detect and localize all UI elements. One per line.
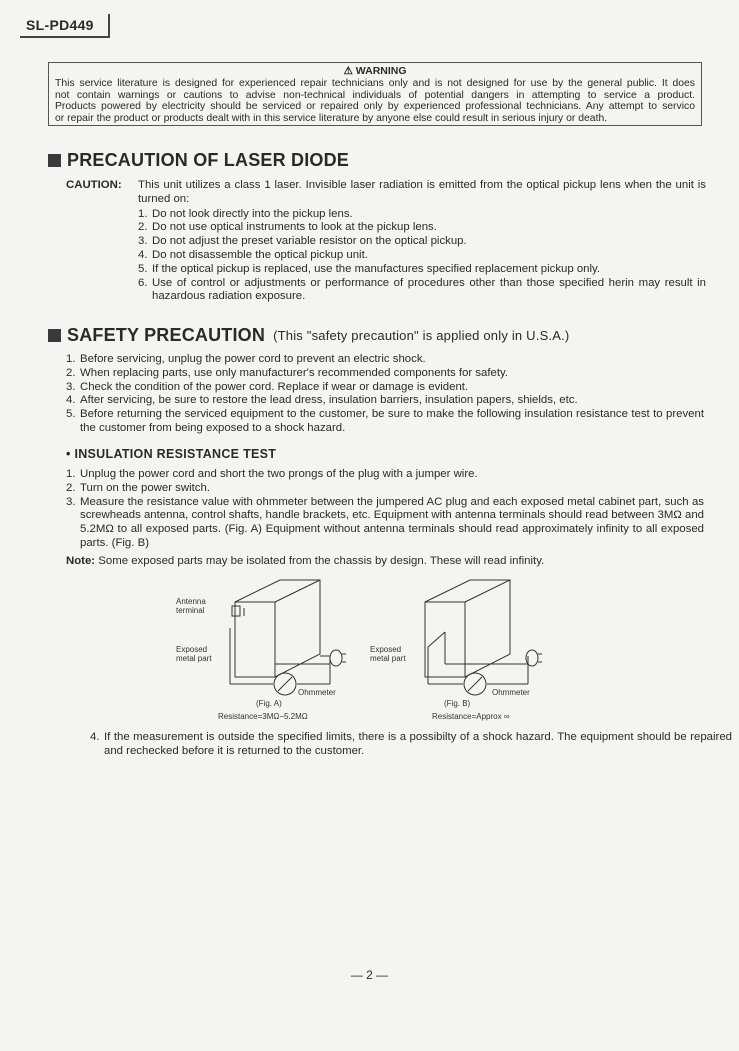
note-text: Some exposed parts may be isolated from the chassis by design. These will read infinity. [98, 555, 545, 567]
note-label: Note: [66, 555, 96, 567]
item-number: 3. [66, 380, 76, 393]
list-item [138, 263, 706, 277]
heading-block-icon [48, 329, 61, 342]
item-text: Unplug the power cord and short the two prongs of the plug with a jumper wire. [80, 468, 478, 480]
item-text: Check the condition of the power cord. Replace if wear or damage is evident. [80, 380, 469, 393]
model-number: SL-PD449 [20, 14, 110, 38]
item-number: 2. [66, 366, 76, 379]
list-item [66, 381, 704, 395]
warning-line: This service literature is designed for experienced repair technicians only and is not designed for use by the general public. It does [55, 78, 695, 90]
insulation-heading: • INSULATION RESISTANCE TEST [66, 447, 277, 461]
item-number: 2. [138, 221, 148, 234]
item-number: 3. [138, 235, 148, 248]
item-number: 4. [138, 248, 148, 261]
list-item [138, 277, 706, 305]
list-item [138, 249, 706, 263]
item-number: 5. [138, 262, 148, 275]
item-text: Turn on the power switch. [80, 481, 210, 494]
item-text: Measure the resistance value with ohmmeter between the jumpered AC plug and each exposed metal cabinet part, such as screwheads antenna, control shafts, handle brackets, etc. Equipment with antenna terminals should read between 3MΩ and 5.2MΩ to all exposed parts. (Fig. A) Equipment without antenna terminals should read approximately infinity to all exposed parts. (Fig. B) [80, 495, 704, 549]
caution-paragraph [66, 179, 706, 304]
item-text: Do not look directly into the pickup lens. [152, 207, 353, 220]
exposed-part-label-a: Exposed metal part [176, 645, 212, 663]
item-text: Before returning the serviced equipment to the customer, be sure to make the following insulation resistance test to prevent the customer from being exposed to a shock hazard. [80, 408, 704, 434]
item-text: After servicing, be sure to restore the lead dress, insulation barriers, insulation papers, shields, etc. [80, 394, 578, 407]
warning-line: Products powered by electricity should be serviced or repaired only by experienced professional technicians. Any attempt to servico [55, 101, 695, 113]
heading-block-icon [48, 154, 61, 167]
warning-title: ⚠ WARNING [343, 65, 407, 77]
safety-list [66, 353, 704, 436]
item-text: If the measurement is outside the specified limits, there is a possibilty of a shock hazard. The equipment should be repaired and rechecked before it is returned to the customer. [104, 731, 732, 757]
warning-box [48, 62, 702, 126]
warning-line: not contain warnings or cautions to advise non-technical individuals of potential dangers in attempting to service a product. [55, 89, 695, 101]
page-number: — 2 — [350, 968, 389, 982]
item-text: Do not disassemble the optical pickup unit. [152, 248, 368, 261]
ohmmeter-label-b: Ohmmeter [492, 688, 530, 697]
item-text: Use of control or adjustments or performance of procedures other than those specified herin may result in hazardous radiation exposure. [152, 276, 706, 303]
list-item [66, 468, 704, 482]
fig-b-resistance: Resistance=Approx ∞ [432, 712, 510, 721]
list-item [138, 208, 706, 222]
fig-a-cabinet [232, 580, 320, 677]
antenna-terminal-label: Antenna terminal [176, 597, 206, 615]
item-text: When replacing parts, use only manufacturer's recommended components for safety. [80, 366, 509, 379]
fig-b-cabinet [425, 580, 510, 677]
item-number: 4. [90, 731, 100, 743]
laser-list [138, 208, 706, 305]
list-item [138, 235, 706, 249]
item-text: Do not adjust the preset variable resistor on the optical pickup. [152, 235, 467, 248]
laser-heading-text: PRECAUTION OF LASER DIODE [67, 150, 350, 170]
caution-label: CAUTION: [66, 179, 122, 191]
note-paragraph [66, 555, 706, 569]
list-item [66, 408, 704, 436]
list-item [66, 482, 704, 496]
ohmmeter-label-a: Ohmmeter [298, 688, 336, 697]
insulation-list-continued [90, 731, 732, 759]
warning-line: or repair the product or products dealt with in this service literature by anyone else could result in serious injury or death. [55, 112, 608, 124]
caution-text: This unit utilizes a class 1 laser. Invisible laser radiation is emitted from the optical pickup lens when the unit is turned on: [138, 179, 706, 205]
list-item [90, 731, 732, 759]
fig-b-caption: (Fig. B) [444, 699, 471, 708]
list-item [66, 394, 704, 408]
item-number: 3. [66, 495, 76, 508]
list-item [66, 496, 704, 551]
laser-heading [48, 150, 349, 171]
item-number: 2. [66, 481, 76, 494]
list-item [66, 353, 704, 367]
safety-heading [48, 325, 569, 346]
insulation-list [66, 468, 704, 551]
item-number: 6. [138, 276, 148, 289]
item-text: Before servicing, unplug the power cord to prevent an electric shock. [80, 353, 426, 365]
fig-a-resistance: Resistance=3MΩ−5.2MΩ [218, 712, 308, 721]
item-text: Do not use optical instruments to look at the pickup lens. [152, 221, 437, 234]
safety-heading-text: SAFETY PRECAUTION [67, 325, 266, 345]
item-number: 4. [66, 394, 76, 407]
item-number: 1. [138, 207, 148, 220]
item-text: If the optical pickup is replaced, use the manufactures specified replacement pickup only. [152, 262, 601, 275]
exposed-part-label-b: Exposed metal part [370, 645, 406, 663]
fig-a-caption: (Fig. A) [256, 699, 282, 708]
list-item [66, 367, 704, 381]
item-number: 1. [66, 468, 76, 480]
item-number: 5. [66, 408, 76, 421]
safety-note: (This "safety precaution" is applied only in U.S.A.) [273, 328, 570, 343]
list-item [138, 221, 706, 235]
item-number: 1. [66, 353, 76, 365]
